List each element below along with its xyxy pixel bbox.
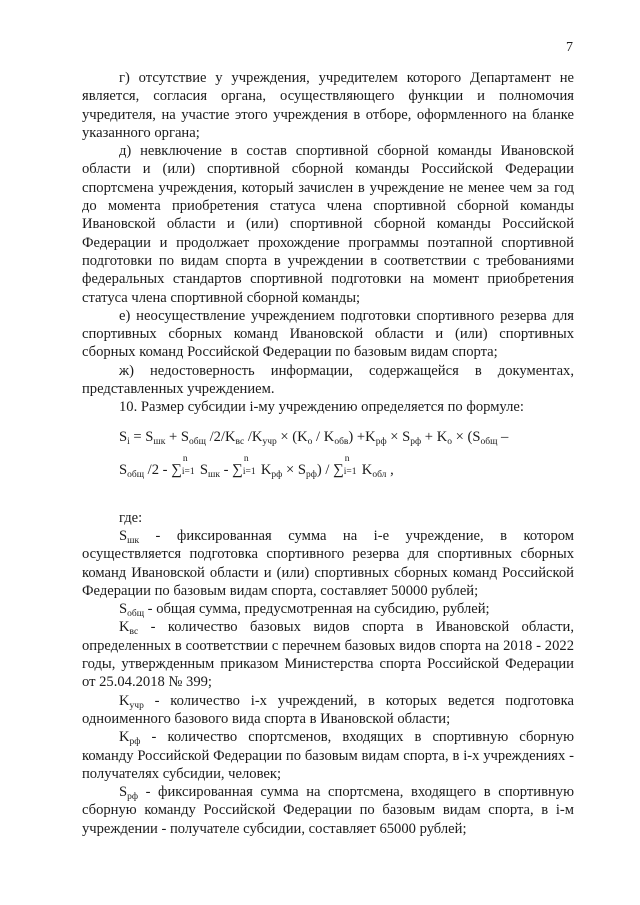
definition-item: $K_{вс}$ - количество базовых видов спорта в Ивановской области, определенных в соответствии с перечнем базовых видов спорта на 2018 - 2022 годы, утвержденным приказом Министерства спорта Российской Федерации от 25.04.2018 № 399; [82, 619, 574, 691]
paragraph-d: д) невключение в состав спортивной сборной команды Ивановской области и (или) спортивной сборной команды Российской Федерации спортсмена учреждения, который зачислен в учреждение не менее чем за год до момента приобретения статуса члена спортивной сборной команды Ивановской области и (или) спортивной сборной команды Российской Федерации и продолжает прохождение программы поэтапной спортивной подготовки по видам спорта в учреждении в соответствии с требованиями федеральных стандартов спортивной подготовки на момент приобретения статуса члена спортивной сборной команды; [82, 143, 574, 306]
definition-item: $S_{шк}$ - фиксированная сумма на i-е учреждение, в котором осуществляется подготовка спортивного резерва для спортивных сборных команд Ивановской области и (или) спортивных сборных команд Российской Федерации по базовым видам спорта, составляет 50000 рублей; [82, 528, 574, 599]
formula-line-1: $S_i = S_{шк} + S_{общ}$ $/2/K_{вс}$ $/K_{учр} \times (K_о / K_{обв}) +K_{рф} \times S_{рф} + K_о \times (S_{общ}$ – [119, 429, 509, 447]
definition-item: $S_{рф}$ - фиксированная сумма на спортсмена, входящего в спортивную сборную команду Российской Федерации по базовым видам спорта, в i-м учреждении - получателе субсидии, составляет 65000 рублей; [82, 784, 574, 837]
definition-item: $K_{учр}$ - количество i-х учреждений, в которых ведется подготовка одноименного базового вида спорта в Ивановской области; [82, 692, 574, 727]
definition-item: $K_{рф}$ - количество спортсменов, входящих в спортивную сборную команду Российской Федерации по базовым видам спорта, в i-х учреждениях - получателях субсидии, человек; [82, 729, 574, 782]
paragraph-g: г) отсутствие у учреждения, учредителем которого Департамент не является, согласия органа, осуществляющего функции и полномочия учредителя, на участие этого учреждения в отборе, оформленного на бланке указанного органа; [82, 70, 574, 141]
paragraph-e: е) неосуществление учреждением подготовки спортивного резерва для спортивных сборных команд Ивановской области и (или) спортивных сборных команд Российской Федерации по базовым видам спорта; [82, 307, 574, 361]
page-number: 7 [566, 40, 573, 55]
formula-line-2: $S_{общ}$ /2 - ∑ n i=1 $S_{шк}$ - ∑ n i=1 $K_{рф} \times S_{рф}$) / ∑ n i=1 $K_{обл}$ , [119, 454, 394, 480]
paragraph-zh: ж) недостоверность информации, содержащейся в документах, представленных учреждением. [82, 362, 574, 398]
paragraph-10: 10. Размер субсидии i-му учреждению определяется по формуле: [119, 399, 524, 416]
definition-item: $S_{общ}$ - общая сумма, предусмотренная на субсидию, рублей; [119, 601, 490, 620]
document-body [82, 69, 574, 417]
where-label: где: [119, 510, 143, 526]
definitions-list [82, 527, 574, 838]
